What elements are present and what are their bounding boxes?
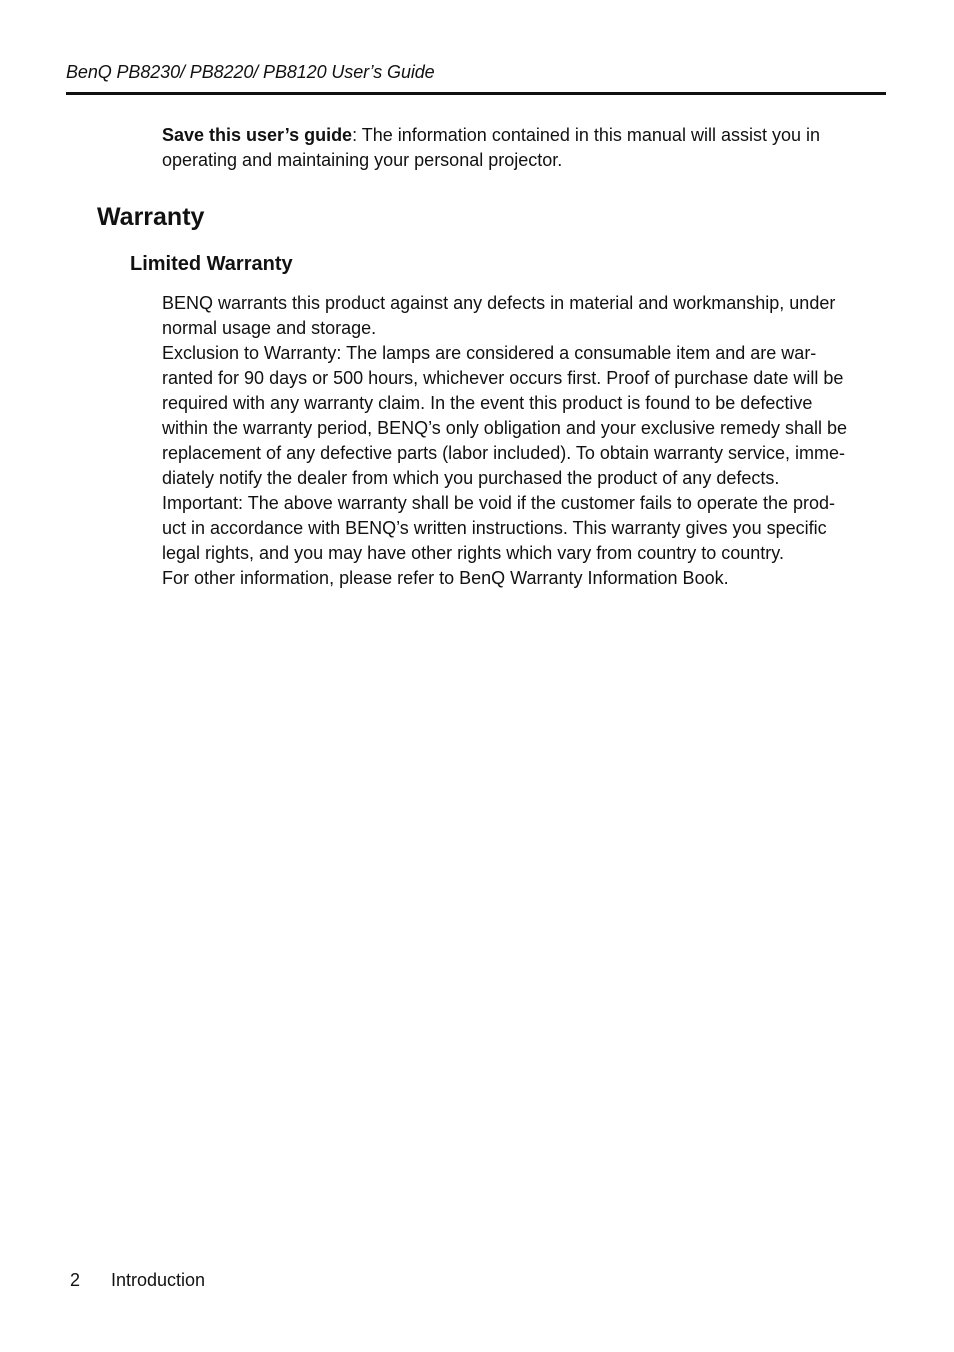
body-line: Exclusion to Warranty: The lamps are considered a consumable item and are war- xyxy=(162,343,817,363)
warranty-body xyxy=(162,291,877,591)
body-line: normal usage and storage. xyxy=(162,318,377,338)
subsection-title: Limited Warranty xyxy=(130,253,293,275)
footer-section-name: Introduction xyxy=(111,1270,206,1290)
intro-paragraph xyxy=(162,123,877,173)
body-line: For other information, please refer to BenQ Warranty Information Book. xyxy=(162,568,729,588)
intro-line-1 xyxy=(162,123,877,148)
page-number: 2 xyxy=(70,1270,81,1290)
running-header: BenQ PB8230/ PB8220/ PB8120 User’s Guide xyxy=(66,62,435,82)
section-title: Warranty xyxy=(97,203,205,231)
intro-text: : The information contained in this manual will assist you in xyxy=(352,125,820,145)
body-line: replacement of any defective parts (labor included). To obtain warranty service, imme- xyxy=(162,443,845,463)
page-footer xyxy=(70,1268,205,1292)
body-line: legal rights, and you may have other rights which vary from country to country. xyxy=(162,543,784,563)
body-line: required with any warranty claim. In the event this product is found to be defective xyxy=(162,393,813,413)
body-line: BENQ warrants this product against any defects in material and workmanship, under xyxy=(162,293,836,313)
body-line: ranted for 90 days or 500 hours, whichever occurs first. Proof of purchase date will be xyxy=(162,368,844,388)
body-line: within the warranty period, BENQ’s only obligation and your exclusive remedy shall be xyxy=(162,418,848,438)
body-line: uct in accordance with BENQ’s written instructions. This warranty gives you specific xyxy=(162,518,827,538)
body-line: Important: The above warranty shall be void if the customer fails to operate the prod- xyxy=(162,493,836,513)
body-line: diately notify the dealer from which you purchased the product of any defects. xyxy=(162,468,780,488)
intro-lead: Save this user’s guide xyxy=(162,125,353,145)
intro-line-2: operating and maintaining your personal projector. xyxy=(162,150,563,170)
header-rule xyxy=(66,92,886,95)
